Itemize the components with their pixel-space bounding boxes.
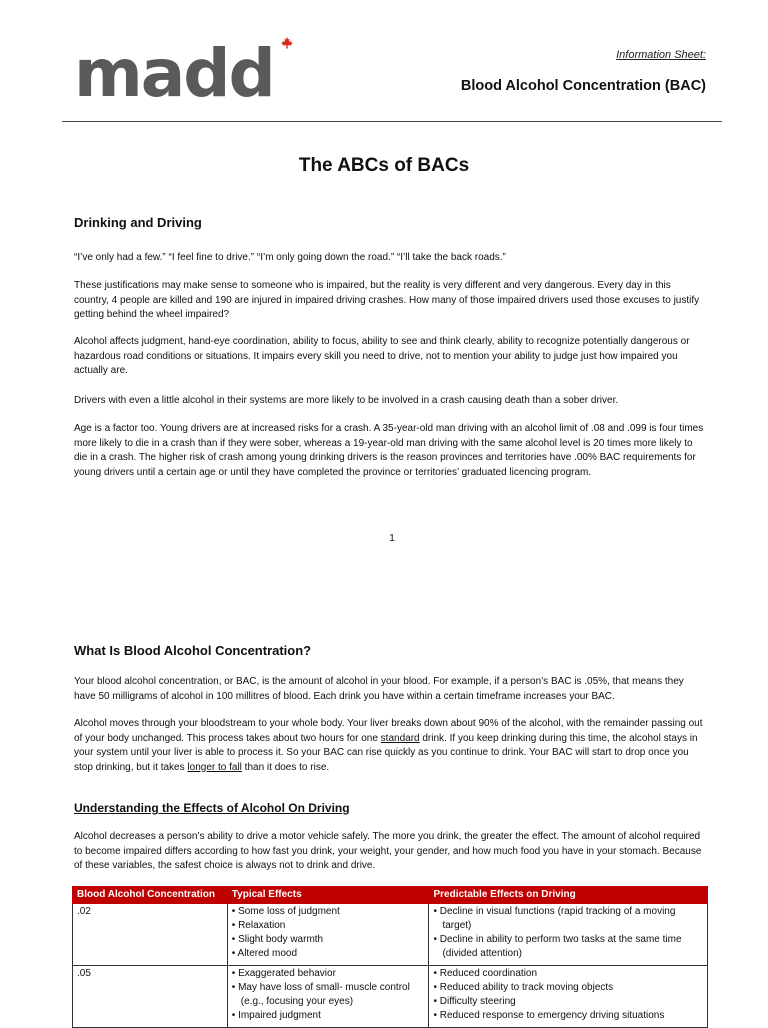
list-item: • Exaggerated behavior <box>232 967 425 981</box>
typical-effects-cell <box>227 966 429 1028</box>
list-item: • May have loss of small- muscle control (e.g., focusing your eyes) <box>232 981 425 1009</box>
quote-paragraph: “I’ve only had a few.” “I feel fine to drive.” “I’m only going down the road.” “I’ll take the back roads.” <box>74 252 506 263</box>
bac-effects-table <box>72 886 708 1028</box>
document-title: The ABCs of BACs <box>298 155 470 176</box>
text-run: drink. If you keep drinking during this time, the alcohol stays in your system until your liver is able to process it. So your BAC can rise quickly as you continue to drink. Your BAC will start to drop once you stop drinking, but it takes <box>74 732 698 773</box>
bac-cell: .05 <box>73 966 228 1028</box>
table-header-row <box>73 887 708 904</box>
list-item: • Reduced coordination <box>433 967 703 981</box>
list-item: • Decline in ability to perform two tasks at the same time (divided attention) <box>433 933 703 961</box>
paragraph <box>74 717 704 775</box>
column-header-typical-effects: Typical Effects <box>227 887 429 904</box>
sheet-title: Blood Alcohol Concentration (BAC) <box>460 78 706 94</box>
bac-cell: .02 <box>73 904 228 966</box>
madd-logo <box>74 35 304 112</box>
list-item: • Impaired judgment <box>232 1009 425 1023</box>
text-run: than it does to rise. <box>241 761 330 773</box>
section-heading-effects: Understanding the Effects of Alcohol On Driving <box>74 801 350 815</box>
header-divider <box>62 121 722 122</box>
driving-effects-cell <box>429 966 708 1028</box>
list-item: • Reduced response to emergency driving situations <box>433 1009 703 1023</box>
section-heading-what-is-bac: What Is Blood Alcohol Concentration? <box>74 643 312 658</box>
paragraph: Alcohol affects judgment, hand-eye coordination, ability to focus, ability to see and think clearly, ability to recognize potentially dangerous or hazardous road conditions or situations. It impairs every skill you need to drive, not to mention your ability to judge just how impaired you actually are. <box>74 336 690 376</box>
list-item: • Slight body warmth <box>232 933 425 947</box>
information-sheet-label: Information Sheet: <box>616 49 706 61</box>
list-item: • Reduced ability to track moving objects <box>433 981 703 995</box>
logo-text: madd <box>74 35 274 112</box>
paragraph: These justifications may make sense to someone who is impaired, but the reality is very different and very dangerous. Every day in this country, 4 people are killed and 190 are injured in impaired driving crashes. How many of those impaired drivers used those excuses to justify getting behind the wheel impaired? <box>74 280 700 320</box>
paragraph: Age is a factor too. Young drivers are at increased risks for a crash. A 35-year-old man driving with an alcohol limit of .08 and .099 is four times more likely to die in a crash than if they were sober, whereas a 19-year-old man driving with the same alcohol level is 20 times more likely to die in a crash. The higher risk of crash among young drinking drivers is the reason provinces and territories have .00% BAC requirements for young drivers until a certain age or until they have completed the province or territories’ graduated licencing program. <box>74 423 704 478</box>
page-number: 1 <box>389 533 395 544</box>
list-item: • Difficulty steering <box>433 995 703 1009</box>
paragraph: Alcohol decreases a person’s ability to drive a motor vehicle safely. The more you drink, the greater the effect. The amount of alcohol required to become impaired differs according to how fast you drink, your weight, your gender, and how much food you have in your stomach. Because of these variables, the safest choice is always not to drink and drive. <box>74 831 702 871</box>
standard-drink-link[interactable]: standard <box>380 732 420 744</box>
maple-leaf-icon <box>280 36 294 50</box>
typical-effects-cell <box>227 904 429 966</box>
list-item: • Altered mood <box>232 947 425 961</box>
column-header-driving-effects: Predictable Effects on Driving <box>429 887 708 904</box>
table-row <box>73 966 708 1028</box>
paragraph: Your blood alcohol concentration, or BAC, is the amount of alcohol in your blood. For example, if a person’s BAC is .05%, that means they have 50 milligrams of alcohol in 100 millitres of blood. Each drink you have within a certain timeframe increases your BAC. <box>74 676 684 702</box>
paragraph: Drivers with even a little alcohol in their systems are more likely to be involved in a crash causing death than a sober driver. <box>74 395 619 406</box>
list-item: • Decline in visual functions (rapid tracking of a moving target) <box>433 905 703 933</box>
table-row <box>73 904 708 966</box>
text-run: Alcohol moves through your bloodstream to your whole body. Your liver breaks down about 90% of the alcohol, with the remainder passing out of your body unchanged. This process takes about two hours for one <box>74 718 703 744</box>
driving-effects-cell <box>429 904 708 966</box>
list-item: • Relaxation <box>232 919 425 933</box>
column-header-bac: Blood Alcohol Concentration <box>73 887 228 904</box>
section-heading-drinking-driving: Drinking and Driving <box>74 215 202 230</box>
longer-to-fall-link[interactable]: longer to fall <box>187 761 242 773</box>
list-item: • Some loss of judgment <box>232 905 425 919</box>
